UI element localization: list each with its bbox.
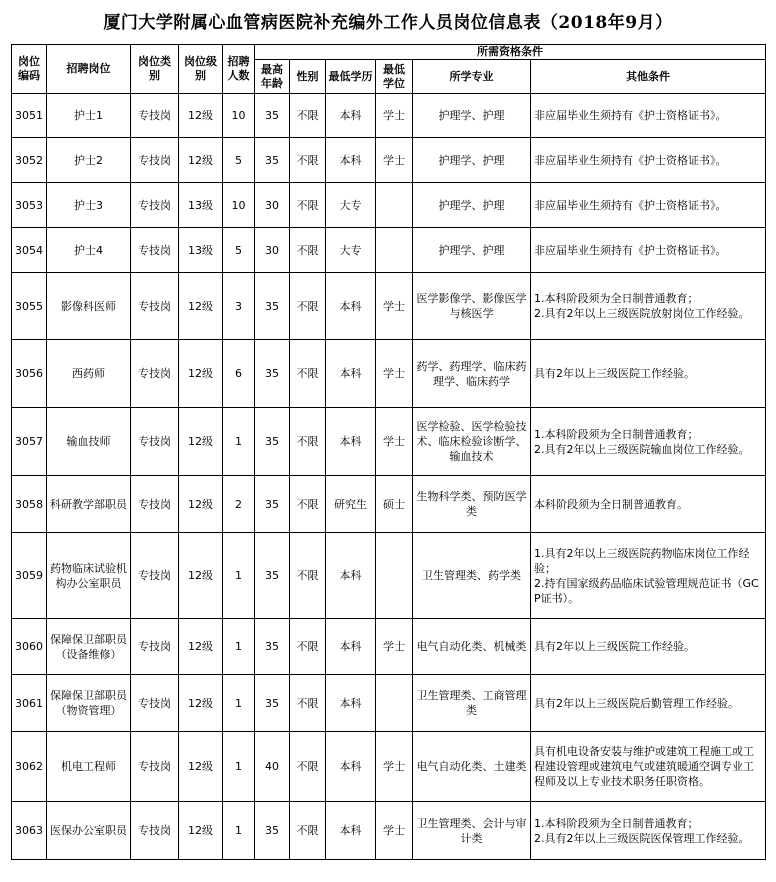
row-position: 保障保卫部职员（设备维修） <box>47 619 131 675</box>
row-other: 具有2年以上三级医院后勤管理工作经验。 <box>531 675 766 732</box>
row-level: 13级 <box>179 183 223 228</box>
table-row <box>12 408 766 476</box>
row-other: 非应届毕业生须持有《护士资格证书》。 <box>531 228 766 273</box>
row-education: 大专 <box>326 183 376 228</box>
row-code: 3060 <box>12 619 47 675</box>
row-category: 专技岗 <box>131 138 179 183</box>
row-degree: 硕士 <box>376 476 413 533</box>
header-qualifications: 所需资格条件 <box>255 45 766 60</box>
row-major: 药学、药理学、临床药理学、临床药学 <box>413 340 531 408</box>
row-position: 西药师 <box>47 340 131 408</box>
row-degree <box>376 533 413 619</box>
row-count: 6 <box>223 340 255 408</box>
table-row <box>12 94 766 138</box>
table-row <box>12 138 766 183</box>
row-max-age: 35 <box>255 94 290 138</box>
row-major: 电气自动化类、土建类 <box>413 732 531 802</box>
row-major: 电气自动化类、机械类 <box>413 619 531 675</box>
row-other: 1.具有2年以上三级医院药物临床岗位工作经验； 2.持有国家级药品临床试验管理规范证书（GCP证书）。 <box>531 533 766 619</box>
row-level: 13级 <box>179 228 223 273</box>
row-level: 12级 <box>179 94 223 138</box>
row-position: 保障保卫部职员（物资管理） <box>47 675 131 732</box>
row-education: 本科 <box>326 408 376 476</box>
row-count: 1 <box>223 408 255 476</box>
table-row <box>12 228 766 273</box>
row-max-age: 35 <box>255 476 290 533</box>
table-row <box>12 675 766 732</box>
header-major: 所学专业 <box>413 60 531 94</box>
row-degree: 学士 <box>376 732 413 802</box>
row-degree: 学士 <box>376 340 413 408</box>
table-body <box>12 94 766 860</box>
row-other: 非应届毕业生须持有《护士资格证书》。 <box>531 183 766 228</box>
row-education: 本科 <box>326 732 376 802</box>
row-count: 2 <box>223 476 255 533</box>
row-education: 本科 <box>326 802 376 860</box>
row-degree <box>376 183 413 228</box>
row-category: 专技岗 <box>131 675 179 732</box>
row-gender: 不限 <box>290 183 326 228</box>
row-other: 具有2年以上三级医院工作经验。 <box>531 619 766 675</box>
row-category: 专技岗 <box>131 802 179 860</box>
row-other: 1.本科阶段须为全日制普通教育； 2.具有2年以上三级医院医保管理工作经验。 <box>531 802 766 860</box>
row-max-age: 30 <box>255 183 290 228</box>
row-degree: 学士 <box>376 802 413 860</box>
row-other: 非应届毕业生须持有《护士资格证书》。 <box>531 94 766 138</box>
row-degree <box>376 228 413 273</box>
row-position: 科研教学部职员 <box>47 476 131 533</box>
row-major: 护理学、护理 <box>413 94 531 138</box>
table-row <box>12 802 766 860</box>
row-education: 本科 <box>326 533 376 619</box>
row-major: 护理学、护理 <box>413 183 531 228</box>
row-education: 研究生 <box>326 476 376 533</box>
row-count: 1 <box>223 675 255 732</box>
row-code: 3059 <box>12 533 47 619</box>
row-category: 专技岗 <box>131 619 179 675</box>
row-gender: 不限 <box>290 619 326 675</box>
row-position: 护士4 <box>47 228 131 273</box>
row-major: 卫生管理类、工商管理类 <box>413 675 531 732</box>
header-count: 招聘人数 <box>223 45 255 94</box>
row-count: 1 <box>223 533 255 619</box>
row-code: 3054 <box>12 228 47 273</box>
header-position: 招聘岗位 <box>47 45 131 94</box>
row-position: 影像科医师 <box>47 273 131 340</box>
row-position: 药物临床试验机构办公室职员 <box>47 533 131 619</box>
row-category: 专技岗 <box>131 533 179 619</box>
header-category: 岗位类别 <box>131 45 179 94</box>
row-gender: 不限 <box>290 138 326 183</box>
row-position: 护士2 <box>47 138 131 183</box>
row-level: 12级 <box>179 476 223 533</box>
row-major: 护理学、护理 <box>413 228 531 273</box>
row-position: 输血技师 <box>47 408 131 476</box>
row-other: 本科阶段须为全日制普通教育。 <box>531 476 766 533</box>
header-education: 最低学历 <box>326 60 376 94</box>
table-row <box>12 732 766 802</box>
header-degree: 最低学位 <box>376 60 413 94</box>
header-code: 岗位编码 <box>12 45 47 94</box>
row-major: 卫生管理类、药学类 <box>413 533 531 619</box>
row-max-age: 35 <box>255 533 290 619</box>
row-gender: 不限 <box>290 408 326 476</box>
row-education: 本科 <box>326 138 376 183</box>
row-other: 1.本科阶段须为全日制普通教育； 2.具有2年以上三级医院放射岗位工作经验。 <box>531 273 766 340</box>
row-gender: 不限 <box>290 533 326 619</box>
row-count: 3 <box>223 273 255 340</box>
row-code: 3063 <box>12 802 47 860</box>
row-education: 本科 <box>326 619 376 675</box>
row-degree: 学士 <box>376 408 413 476</box>
row-other: 1.本科阶段须为全日制普通教育； 2.具有2年以上三级医院输血岗位工作经验。 <box>531 408 766 476</box>
row-max-age: 35 <box>255 340 290 408</box>
row-level: 12级 <box>179 675 223 732</box>
row-level: 12级 <box>179 138 223 183</box>
table-row <box>12 619 766 675</box>
row-level: 12级 <box>179 533 223 619</box>
row-category: 专技岗 <box>131 94 179 138</box>
row-degree: 学士 <box>376 619 413 675</box>
row-education: 本科 <box>326 273 376 340</box>
row-gender: 不限 <box>290 802 326 860</box>
row-education: 本科 <box>326 675 376 732</box>
table-row <box>12 476 766 533</box>
row-major: 卫生管理类、会计与审计类 <box>413 802 531 860</box>
row-category: 专技岗 <box>131 183 179 228</box>
row-max-age: 35 <box>255 138 290 183</box>
row-degree: 学士 <box>376 138 413 183</box>
row-max-age: 35 <box>255 273 290 340</box>
row-code: 3051 <box>12 94 47 138</box>
table-row <box>12 533 766 619</box>
row-code: 3052 <box>12 138 47 183</box>
row-other: 具有机电设备安装与维护或建筑工程施工或工程建设管理或建筑电气或建筑暖通空调专业工程师及以上专业技术职务任职资格。 <box>531 732 766 802</box>
row-education: 本科 <box>326 94 376 138</box>
row-other: 具有2年以上三级医院工作经验。 <box>531 340 766 408</box>
row-position: 机电工程师 <box>47 732 131 802</box>
row-level: 12级 <box>179 619 223 675</box>
row-category: 专技岗 <box>131 732 179 802</box>
row-other: 非应届毕业生须持有《护士资格证书》。 <box>531 138 766 183</box>
row-code: 3058 <box>12 476 47 533</box>
row-gender: 不限 <box>290 675 326 732</box>
positions-table <box>11 44 766 860</box>
row-degree: 学士 <box>376 273 413 340</box>
table-row <box>12 340 766 408</box>
row-max-age: 30 <box>255 228 290 273</box>
header-other: 其他条件 <box>531 60 766 94</box>
row-level: 12级 <box>179 340 223 408</box>
row-position: 护士1 <box>47 94 131 138</box>
header-level: 岗位级别 <box>179 45 223 94</box>
row-category: 专技岗 <box>131 228 179 273</box>
row-gender: 不限 <box>290 94 326 138</box>
row-code: 3055 <box>12 273 47 340</box>
row-code: 3056 <box>12 340 47 408</box>
document-title: 厦门大学附属心血管病医院补充编外工作人员岗位信息表（2018年9月） <box>103 13 673 33</box>
row-max-age: 35 <box>255 675 290 732</box>
row-count: 10 <box>223 183 255 228</box>
row-max-age: 35 <box>255 802 290 860</box>
row-count: 1 <box>223 732 255 802</box>
row-category: 专技岗 <box>131 340 179 408</box>
row-major: 医学检验、医学检验技术、临床检验诊断学、输血技术 <box>413 408 531 476</box>
row-education: 本科 <box>326 340 376 408</box>
row-code: 3062 <box>12 732 47 802</box>
row-category: 专技岗 <box>131 408 179 476</box>
row-category: 专技岗 <box>131 476 179 533</box>
row-code: 3061 <box>12 675 47 732</box>
row-code: 3053 <box>12 183 47 228</box>
header-gender: 性别 <box>290 60 326 94</box>
row-major: 护理学、护理 <box>413 138 531 183</box>
row-gender: 不限 <box>290 476 326 533</box>
row-gender: 不限 <box>290 273 326 340</box>
row-level: 12级 <box>179 732 223 802</box>
table-row <box>12 183 766 228</box>
row-code: 3057 <box>12 408 47 476</box>
row-gender: 不限 <box>290 732 326 802</box>
row-degree <box>376 675 413 732</box>
row-max-age: 35 <box>255 619 290 675</box>
row-position: 医保办公室职员 <box>47 802 131 860</box>
row-max-age: 40 <box>255 732 290 802</box>
row-count: 1 <box>223 619 255 675</box>
row-major: 生物科学类、预防医学类 <box>413 476 531 533</box>
row-education: 大专 <box>326 228 376 273</box>
row-level: 12级 <box>179 408 223 476</box>
header-max-age: 最高年龄 <box>255 60 290 94</box>
table-row <box>12 273 766 340</box>
row-count: 5 <box>223 138 255 183</box>
row-position: 护士3 <box>47 183 131 228</box>
row-level: 12级 <box>179 273 223 340</box>
row-count: 5 <box>223 228 255 273</box>
row-major: 医学影像学、影像医学与核医学 <box>413 273 531 340</box>
row-count: 1 <box>223 802 255 860</box>
row-gender: 不限 <box>290 228 326 273</box>
row-level: 12级 <box>179 802 223 860</box>
row-category: 专技岗 <box>131 273 179 340</box>
row-gender: 不限 <box>290 340 326 408</box>
row-max-age: 35 <box>255 408 290 476</box>
row-count: 10 <box>223 94 255 138</box>
row-degree: 学士 <box>376 94 413 138</box>
